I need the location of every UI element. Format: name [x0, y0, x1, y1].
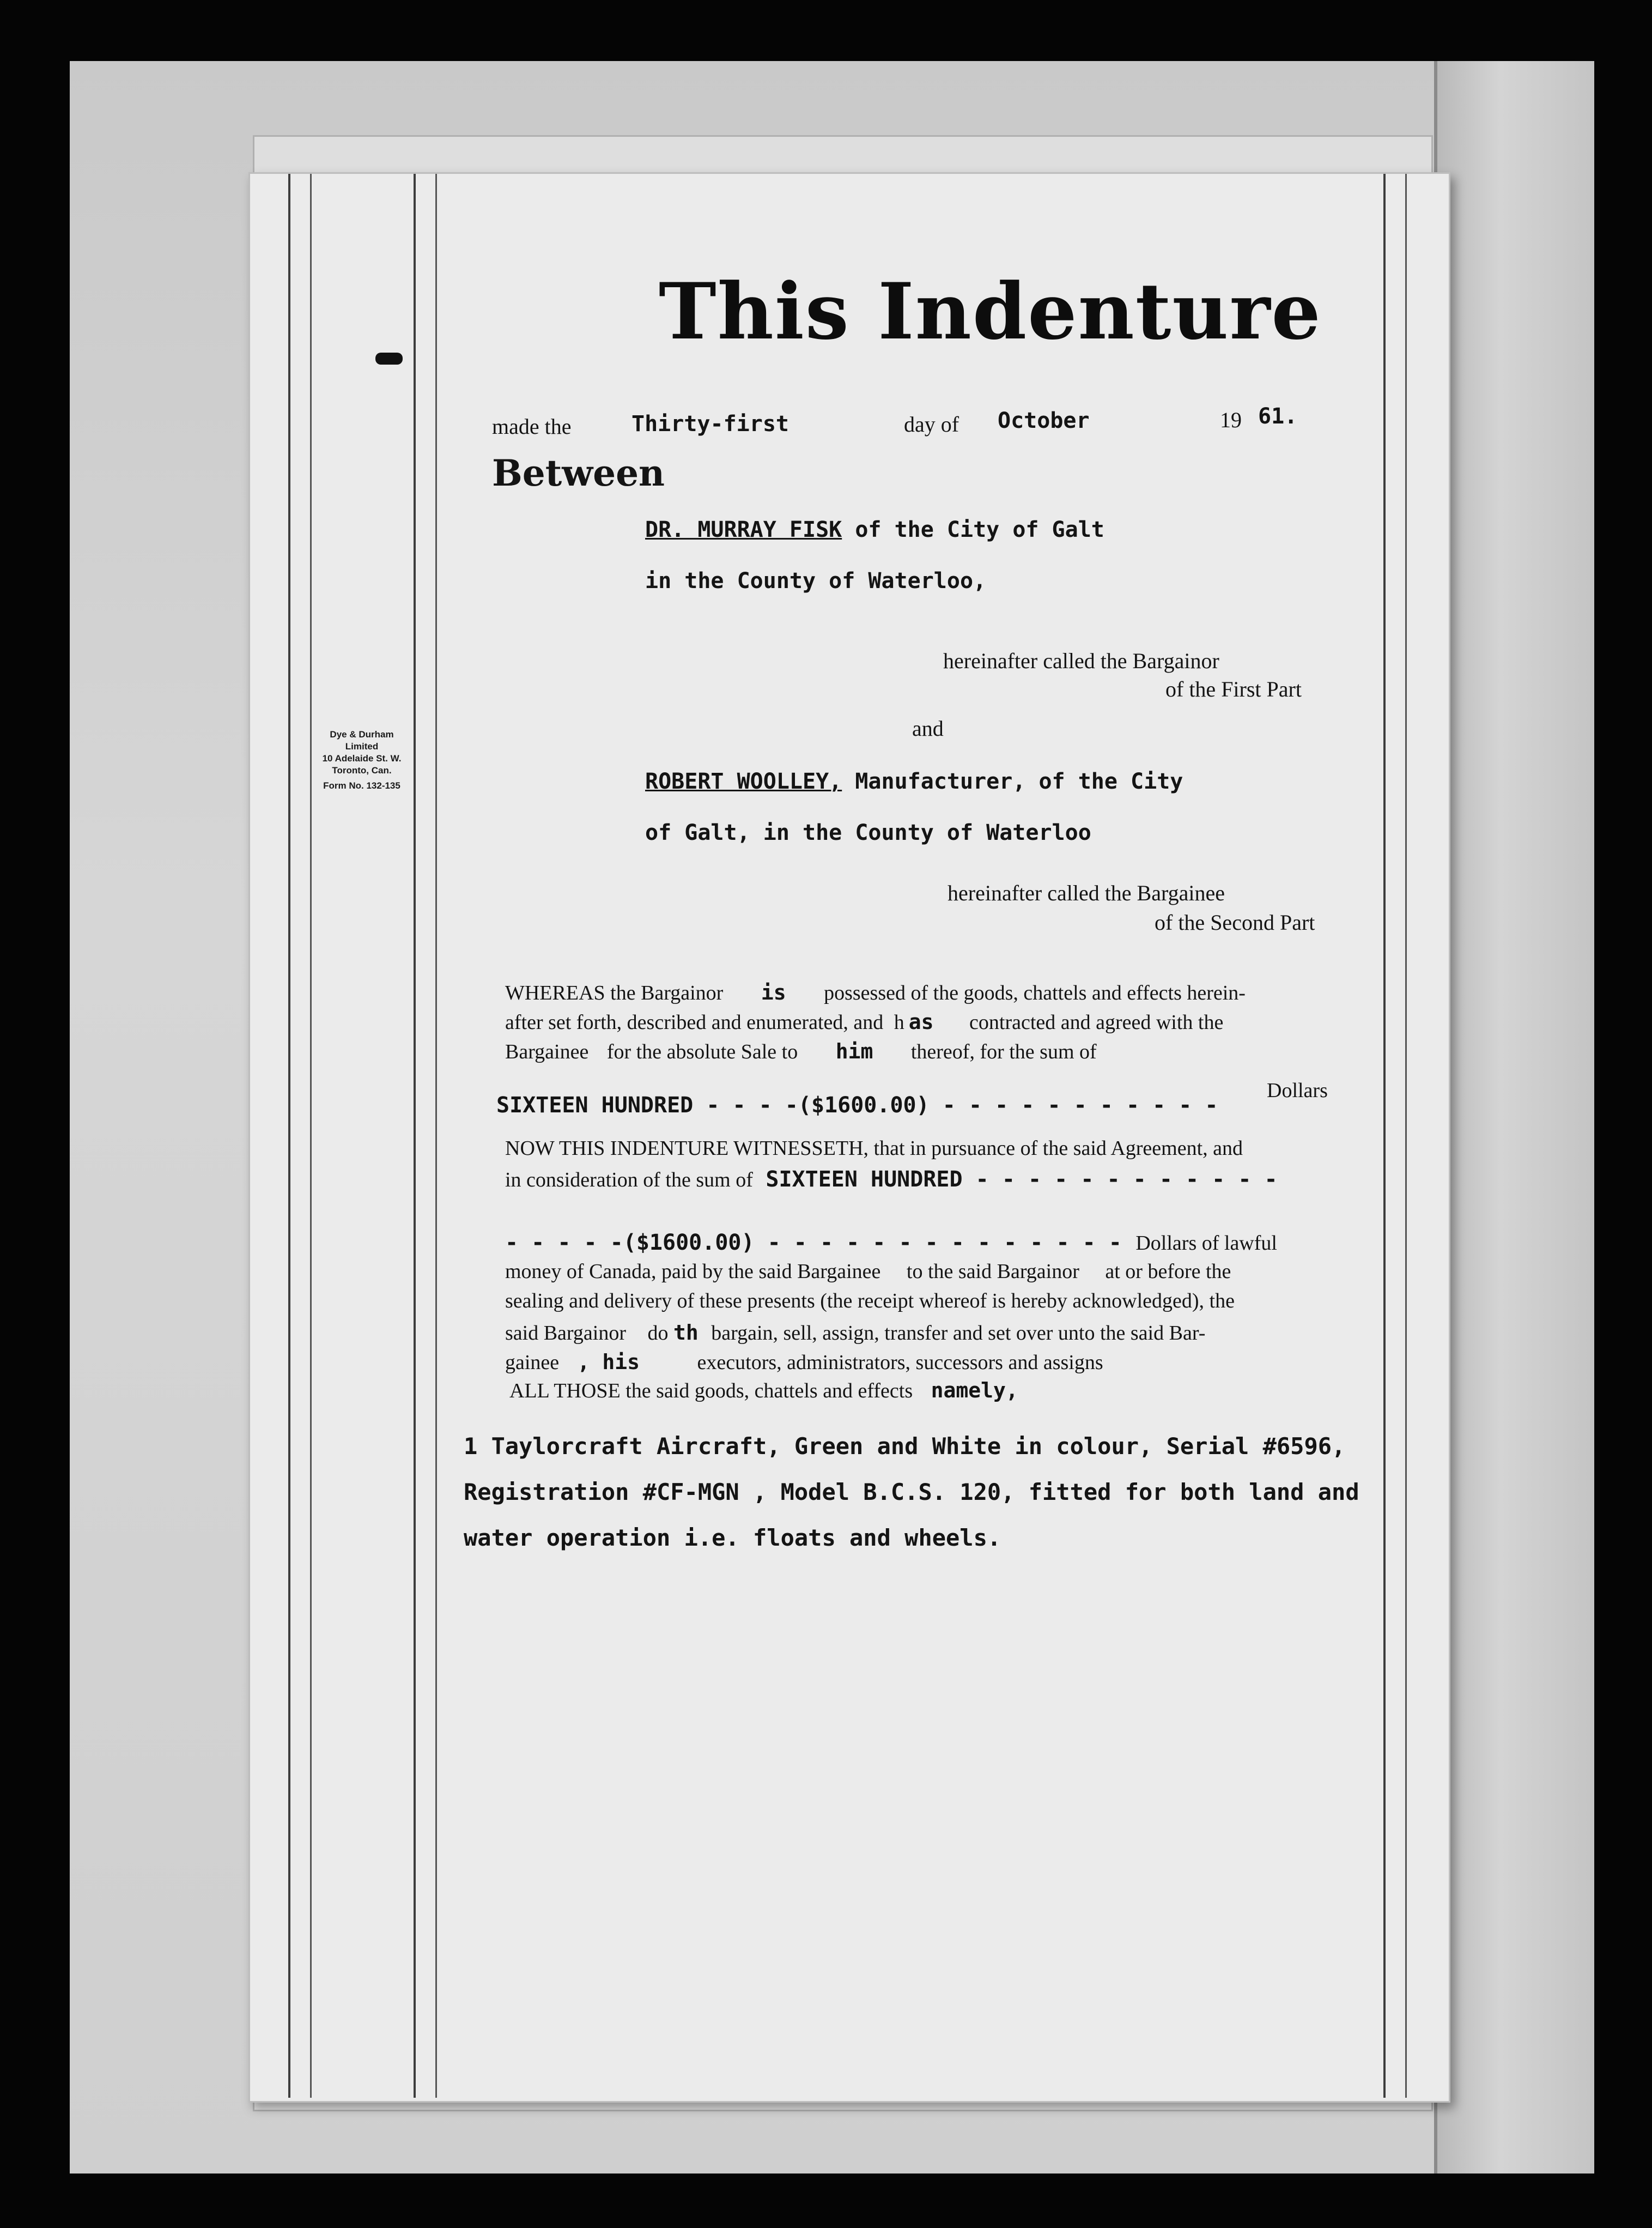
printer-line: Limited [345, 741, 379, 752]
witnesseth-text: bargain, sell, assign, transfer and set over unto the said Bar- [711, 1322, 1206, 1345]
schedule-line-2: Registration #CF-MGN , Model B.C.S. 120, fitted for both land and [464, 1479, 1359, 1505]
day-value: Thirty-first [631, 411, 789, 437]
century-label: 19 [1220, 408, 1242, 432]
schedule-line-1: 1 Taylorcraft Aircraft, Green and White in colour, Serial #6596, [464, 1433, 1346, 1460]
whereas-text: for the absolute Sale to [606, 1040, 798, 1063]
whereas-line-2 [505, 1010, 1223, 1034]
year-value: 61. [1258, 404, 1298, 429]
second-party-line-1 [645, 769, 1183, 794]
whereas-text: contracted and agreed with the [969, 1011, 1224, 1034]
witnesseth-fill: namely, [931, 1378, 1018, 1402]
day-of-label: day of [904, 412, 959, 437]
bargainee-called: hereinafter called the Bargainee [948, 881, 1225, 905]
witnesseth-fill: th [673, 1321, 699, 1345]
indenture-page [248, 172, 1450, 2103]
whereas-text: possessed of the goods, chattels and effects herein- [824, 982, 1246, 1004]
made-the-label: made the [492, 414, 572, 439]
month-value: October [998, 408, 1090, 433]
witnesseth-line-5: sealing and delivery of these presents (the receipt whereof is hereby acknowledged), the [505, 1289, 1235, 1312]
sum-line: SIXTEEN HUNDRED - - - -($1600.00) - - - - - - - - - - - [496, 1093, 1218, 1118]
witnesseth-text: ALL THOSE the said goods, chattels and effects [509, 1379, 913, 1402]
printer-imprint [310, 729, 414, 792]
margin-rule [1383, 174, 1386, 2098]
margin-rule [435, 174, 437, 2098]
witnesseth-line-2 [505, 1167, 1278, 1192]
margin-rule [310, 174, 312, 2098]
margin-rule [414, 174, 416, 2098]
first-party-line-2: in the County of Waterloo, [645, 568, 987, 594]
whereas-text: after set forth, described and enumerated, and [505, 1011, 884, 1034]
whereas-text: WHEREAS the Bargainor [505, 982, 724, 1004]
witnesseth-line-4: money of Canada, paid by the said Bargainee to the said Bargainor at or before the [505, 1260, 1231, 1283]
whereas-fill: him [835, 1039, 873, 1063]
whereas-text: Bargainee [505, 1040, 589, 1063]
witnesseth-line-1: NOW THIS INDENTURE WITNESSETH, that in pursuance of the said Agreement, and [505, 1137, 1243, 1160]
whereas-line-1 [505, 980, 1246, 1005]
margin-rule [1405, 174, 1407, 2098]
whereas-fill: is [761, 980, 786, 1004]
margin-rule [288, 174, 290, 2098]
witnesseth-text: gainee [505, 1351, 560, 1374]
witnesseth-line-6 [505, 1321, 1205, 1345]
witnesseth-text: do [647, 1322, 669, 1345]
bargainor-called: hereinafter called the Bargainor [943, 649, 1219, 673]
first-part-label: of the First Part [1165, 677, 1302, 701]
folder-edge [1434, 61, 1594, 2173]
whereas-text: h [894, 1011, 904, 1034]
second-party-occupation: Manufacturer, of the City [855, 769, 1183, 794]
second-party-line-2: of Galt, in the County of Waterloo [645, 820, 1091, 845]
witnesseth-line-3 [505, 1230, 1277, 1255]
witnesseth-fill: - - - - -($1600.00) - - - - - - - - - - - - - - [505, 1230, 1122, 1255]
document-title: This Indenture [659, 267, 1322, 357]
second-part-label: of the Second Part [1155, 910, 1315, 935]
punch-mark [375, 353, 403, 365]
and-label: and [912, 716, 944, 741]
printer-line: Form No. 132-135 [323, 780, 400, 791]
witnesseth-text: said Bargainor [505, 1322, 626, 1345]
witnesseth-text: in consideration of the sum of [505, 1169, 753, 1191]
witnesseth-text: Dollars of lawful [1135, 1232, 1277, 1255]
schedule-line-3: water operation i.e. floats and wheels. [464, 1524, 1001, 1551]
witnesseth-fill: SIXTEEN HUNDRED - - - - - - - - - - - - [766, 1167, 1278, 1192]
dollars-label: Dollars [1267, 1079, 1328, 1102]
witnesseth-fill: , his [577, 1350, 640, 1374]
witnesseth-line-7 [505, 1350, 1103, 1375]
whereas-line-3 [505, 1039, 1097, 1064]
witnesseth-text: executors, administrators, successors and assigns [697, 1351, 1103, 1374]
printer-line: Dye & Durham [330, 729, 394, 740]
first-party-location: of the City of Galt [855, 517, 1104, 542]
first-party-line-1 [645, 517, 1104, 542]
printer-line: 10 Adelaide St. W. [322, 753, 402, 764]
whereas-text: thereof, for the sum of [910, 1040, 1097, 1063]
witnesseth-line-8 [509, 1378, 1018, 1403]
between-label: Between [492, 452, 665, 494]
whereas-fill: as [908, 1010, 934, 1034]
bargainee-name: ROBERT WOOLLEY, [645, 769, 842, 794]
bargainor-name: DR. MURRAY FISK [645, 517, 842, 542]
printer-line: Toronto, Can. [332, 765, 392, 776]
